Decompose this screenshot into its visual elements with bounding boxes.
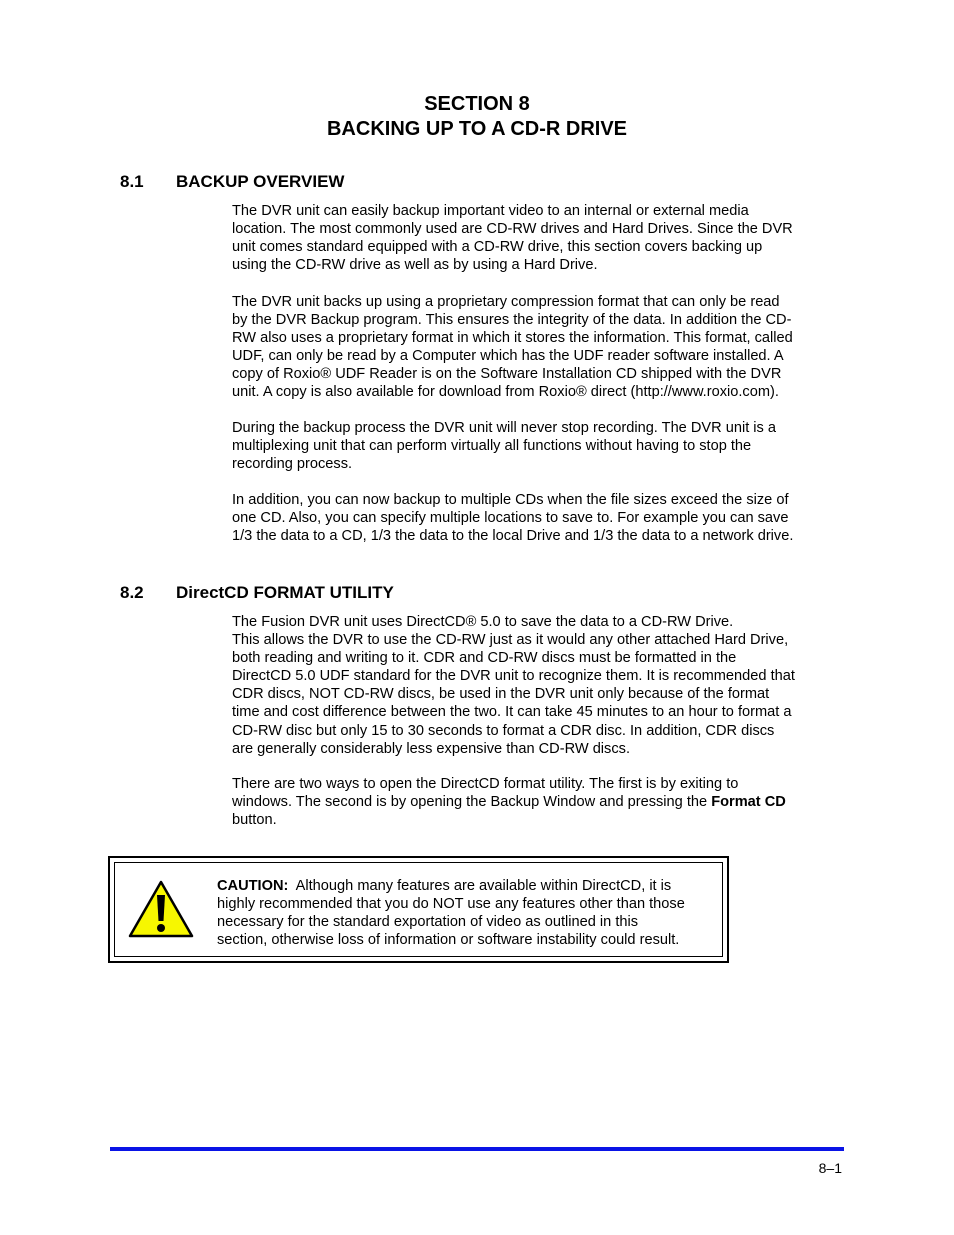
caution-box (108, 856, 729, 963)
heading-number: 8.2 (120, 583, 144, 602)
section-heading: BACKING UP TO A CD-R DRIVE (326, 118, 628, 140)
section-title (0, 92, 954, 142)
page-number: 8–1 (818, 1160, 842, 1176)
text-line: multiplexing unit that can perform virtually all functions without having to stop the (232, 438, 752, 455)
text-fragment: windows. The second is by opening the Backup Window and pressing the (232, 794, 712, 811)
text-line: button. (232, 812, 277, 829)
heading-8-1 (120, 172, 344, 192)
text-line: The DVR unit backs up using a proprietary compression format that can only be read (232, 294, 780, 310)
text-line: There are two ways to open the DirectCD format utility. The first is by exiting to (232, 776, 739, 792)
text-line: The DVR unit can easily backup important video to an internal or external media (232, 203, 749, 219)
text-fragment: Although many features are available within DirectCD, it is (295, 878, 672, 894)
footer-rule (110, 1147, 844, 1151)
text-line: highly recommended that you do NOT use any features other than those (217, 896, 685, 913)
paragraph (232, 419, 838, 473)
text-line: recording process. (232, 456, 353, 473)
text-line: unit comes standard equipped with a CD-RW drive, this section covers backing up (232, 239, 763, 256)
paragraph (232, 775, 838, 829)
text-line: CD-RW disc but only 15 to 30 seconds to format a CDR disc. In addition, CDR discs (232, 722, 775, 739)
caution-label: CAUTION: (217, 878, 289, 894)
text-line: necessary for the standard exportation of video as outlined in this (217, 914, 639, 931)
text-line: section, otherwise loss of information or software instability could result. (217, 932, 680, 949)
text-line: 1/3 the data to a CD, 1/3 the data to the local Drive and 1/3 the data to a network drive. (232, 528, 794, 545)
format-cd-button-label: Format CD (711, 794, 786, 811)
text-line: RW also uses a proprietary format in which it stores the information. This format, called (232, 330, 793, 347)
text-line: both reading and writing to it. CDR and CD-RW discs must be formatted in the (232, 650, 737, 667)
heading-text: DirectCD FORMAT UTILITY (176, 583, 394, 602)
paragraph (232, 293, 838, 402)
text-line (232, 793, 838, 811)
heading-8-2 (120, 583, 394, 603)
paragraph (232, 613, 838, 758)
text-line: The Fusion DVR unit uses DirectCD® 5.0 to save the data to a CD-RW Drive. (232, 614, 734, 630)
paragraph (232, 202, 838, 274)
text-line: This allows the DVR to use the CD-RW just as it would any other attached Hard Drive, (232, 632, 789, 649)
text-line: one CD. Also, you can specify multiple locations to save to. For example you can save (232, 510, 789, 527)
heading-text: BACKUP OVERVIEW (176, 172, 345, 191)
text-line: UDF, can only be read by a Computer which has the UDF reader software installed. A (232, 348, 784, 365)
text-line: using the CD-RW drive as well as by using a Hard Drive. (232, 257, 598, 274)
text-line: are generally considerably less expensive than CD-RW discs. (232, 740, 630, 757)
text-line: location. The most commonly used are CD-RW drives and Hard Drives. Since the DVR (232, 221, 793, 238)
paragraph (232, 491, 838, 545)
section-number: SECTION 8 (424, 93, 530, 115)
text-line: time and cost difference between the two. It can take 45 minutes to an hour to format a (232, 704, 792, 721)
caution-text (217, 877, 722, 949)
warning-triangle-icon (127, 879, 195, 939)
text-line: DirectCD 5.0 UDF standard for the DVR unit to recognize them. It is recommended that (232, 668, 795, 685)
text-line: by the DVR Backup program. This ensures the integrity of the data. In addition the CD- (232, 312, 792, 329)
heading-number: 8.1 (120, 172, 144, 191)
text-line: In addition, you can now backup to multiple CDs when the file sizes exceed the size of (232, 492, 789, 508)
text-line: unit. A copy is also available for download from Roxio® direct (http://www.roxio.com). (232, 384, 779, 401)
caution-inner-border (114, 862, 723, 957)
text-line (217, 877, 722, 895)
text-line: During the backup process the DVR unit will never stop recording. The DVR unit is a (232, 420, 777, 436)
text-line: copy of Roxio® UDF Reader is on the Software Installation CD shipped with the DVR (232, 366, 782, 383)
text-line: CDR discs, NOT CD-RW discs, be used in the DVR unit only because of the format (232, 686, 770, 703)
